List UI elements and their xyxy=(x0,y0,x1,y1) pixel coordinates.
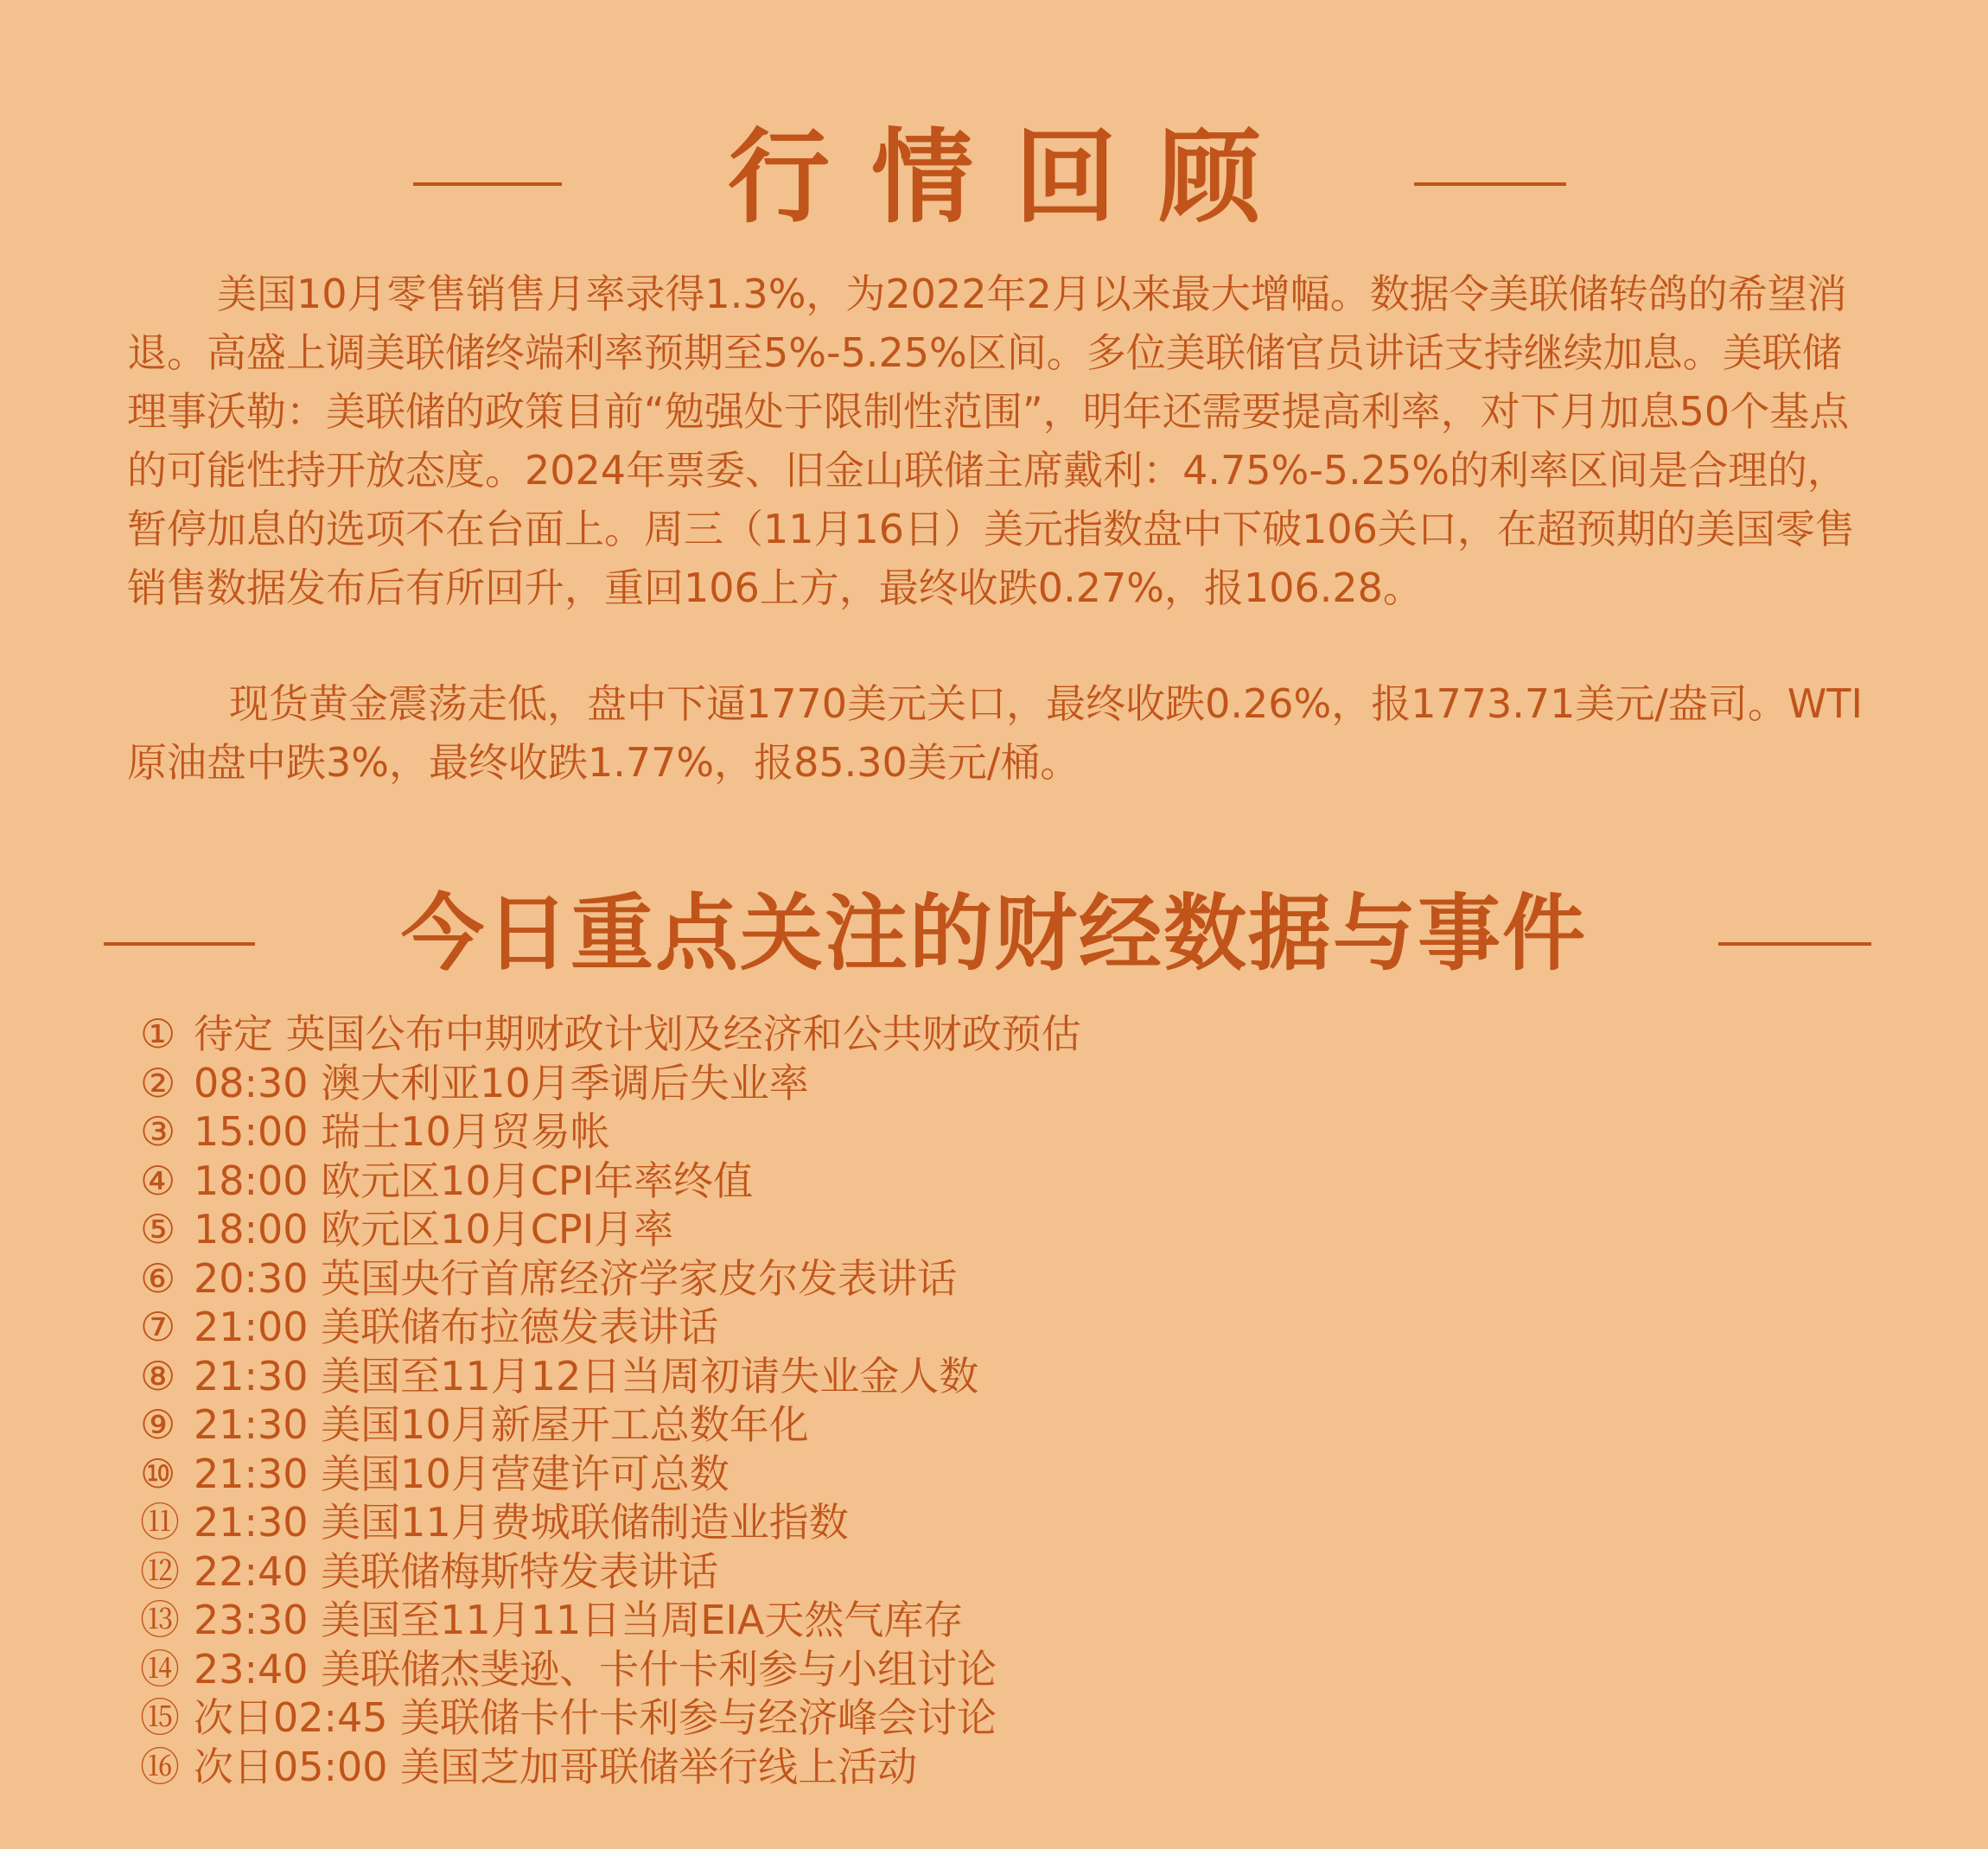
review-paragraph-2: 现货黄金震荡走低，盘中下逼1770美元关口，最终收跌0.26%，报1773.71美元/盎司。WTI原油盘中跌3%，最终收跌1.77%，报85.30美元/桶。 xyxy=(127,680,1864,786)
event-number: ⑤ xyxy=(140,1206,176,1253)
event-text: 21:30 美国11月费城联储制造业指数 xyxy=(194,1499,849,1546)
event-number: ⑨ xyxy=(140,1401,176,1448)
events-title: 今日重点关注的财经数据与事件 xyxy=(401,885,1587,982)
event-text: 22:40 美联储梅斯特发表讲话 xyxy=(194,1547,719,1595)
event-text: 18:00 欧元区10月CPI月率 xyxy=(194,1206,674,1253)
event-number: ⑩ xyxy=(140,1450,176,1497)
event-number: ⑧ xyxy=(140,1352,176,1400)
event-text: 21:30 美国10月营建许可总数 xyxy=(194,1450,730,1497)
review-title: 行情回顾 xyxy=(727,118,1302,237)
event-number: ⑪ xyxy=(140,1499,180,1546)
event-number: ⑦ xyxy=(140,1304,176,1350)
event-number: ⑯ xyxy=(140,1743,180,1790)
event-text: 次日05:00 美国芝加哥联储举行线上活动 xyxy=(194,1743,918,1790)
event-item xyxy=(140,1645,1081,1694)
event-text: 18:00 欧元区10月CPI年率终值 xyxy=(194,1157,754,1204)
event-item xyxy=(140,1596,1081,1645)
event-item xyxy=(140,1693,1081,1743)
event-item xyxy=(140,1352,1081,1401)
event-text: 21:30 美国10月新屋开工总数年化 xyxy=(194,1401,809,1448)
event-number: ⑫ xyxy=(140,1547,180,1595)
event-item xyxy=(140,1400,1081,1450)
event-text: 08:30 澳大利亚10月季调后失业率 xyxy=(194,1059,809,1106)
events-list xyxy=(140,1010,1081,1791)
event-number: ⑬ xyxy=(140,1597,180,1643)
event-item xyxy=(140,1107,1081,1157)
event-item xyxy=(140,1450,1081,1499)
event-item xyxy=(140,1547,1081,1597)
event-item xyxy=(140,1254,1081,1304)
event-number: ② xyxy=(140,1059,176,1106)
event-text: 23:40 美联储杰斐逊、卡什卡利参与小组讨论 xyxy=(194,1645,997,1693)
event-item xyxy=(140,1743,1081,1792)
event-item xyxy=(140,1059,1081,1108)
event-number: ⑭ xyxy=(140,1645,180,1693)
event-text: 23:30 美国至11月11日当周EIA天然气库存 xyxy=(194,1597,964,1643)
event-number: ④ xyxy=(140,1157,176,1204)
review-paragraph-1: 美国10月零售销售月率录得1.3%，为2022年2月以来最大增幅。数据令美联储转鸽的希望消退。高盛上调美联储终端利率预期至5%-5.25%区间。多位美联储官员讲话支持继续加息。美联储理事沃勒：美联储的政策目前“勉强处于限制性范围”，明年还需要提高利率，对下月加息50个基点的可能性持开放态度。2024年票委、旧金山联储主席戴利：4.75%-5.25%的利率区间是合理的，暂停加息的选项不在台面上。周三（11月16日）美元指数盘中下破106关口，在超预期的美国零售销售数据发布后有所回升，重回106上方，最终收跌0.27%，报106.28。 xyxy=(127,271,1855,611)
event-text: 待定 英国公布中期财政计划及经济和公共财政预估 xyxy=(194,1011,1081,1057)
event-text: 15:00 瑞士10月贸易帐 xyxy=(194,1108,610,1155)
event-text: 21:00 美联储布拉德发表讲话 xyxy=(194,1304,719,1350)
event-item xyxy=(140,1010,1081,1059)
event-text: 次日02:45 美联储卡什卡利参与经济峰会讨论 xyxy=(194,1694,997,1741)
event-number: ⑮ xyxy=(140,1694,180,1741)
event-item xyxy=(140,1157,1081,1206)
event-item xyxy=(140,1303,1081,1352)
event-text: 21:30 美国至11月12日当周初请失业金人数 xyxy=(194,1352,979,1400)
event-item xyxy=(140,1205,1081,1254)
event-number: ⑥ xyxy=(140,1254,176,1302)
event-item xyxy=(140,1498,1081,1547)
event-number: ① xyxy=(140,1011,176,1057)
event-text: 20:30 英国央行首席经济学家皮尔发表讲话 xyxy=(194,1254,958,1302)
event-number: ③ xyxy=(140,1108,176,1155)
